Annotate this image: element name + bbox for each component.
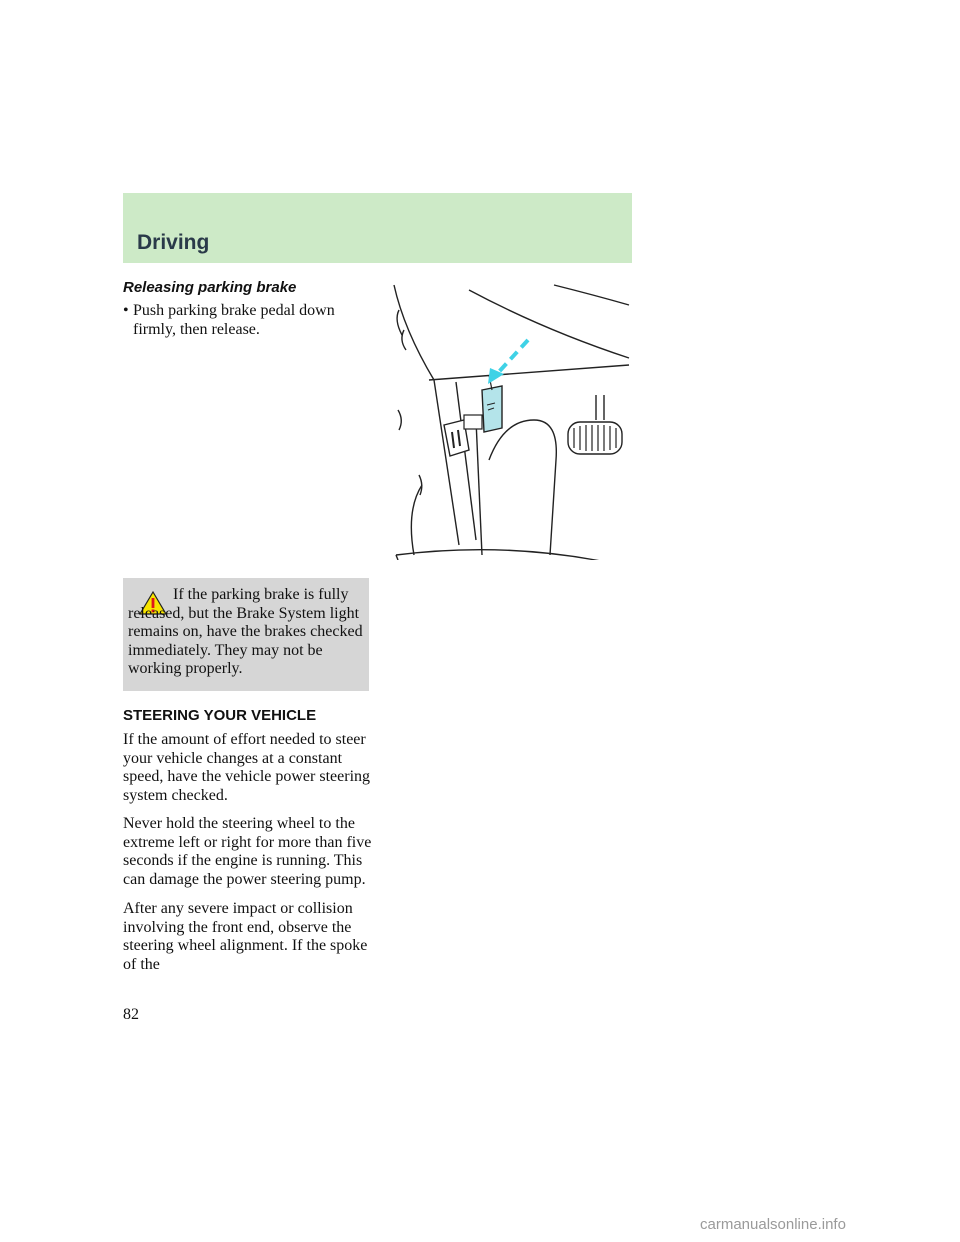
steering-paragraph-2: Never hold the steering wheel to the extreme left or right for more than five seconds if the engine is running. This can damage the power steering pump. [123,815,372,888]
steering-paragraph-3: After any severe impact or collision involving the front end, observe the steering wheel alignment. If the spoke of the [123,900,368,973]
bullet-symbol: • [123,302,129,319]
pointer-arrow [496,340,528,375]
adjuster-knob [568,422,622,454]
steering-paragraph-1: If the amount of effort needed to steer your vehicle changes at a constant speed, have the vehicle power steering system checked. [123,731,371,804]
section-header-band [123,193,632,263]
parking-brake-pedal-illustration [384,270,634,560]
bullet-text: Push parking brake pedal down firmly, then release. [133,302,335,338]
section-title: Driving [137,231,210,254]
parking-brake-bullet [123,302,373,339]
warning-box [123,578,369,691]
parking-brake-subheading: Releasing parking brake [123,279,297,296]
steering-heading: STEERING YOUR VEHICLE [123,707,317,724]
page-number: 82 [123,1006,139,1023]
warning-text: If the parking brake is fully released, but the Brake System light remains on, have the brakes checked immediately. They may not be working properly. [128,586,363,677]
parking-brake-pedal [482,375,502,432]
watermark-text: carmanualsonline.info [700,1216,846,1233]
